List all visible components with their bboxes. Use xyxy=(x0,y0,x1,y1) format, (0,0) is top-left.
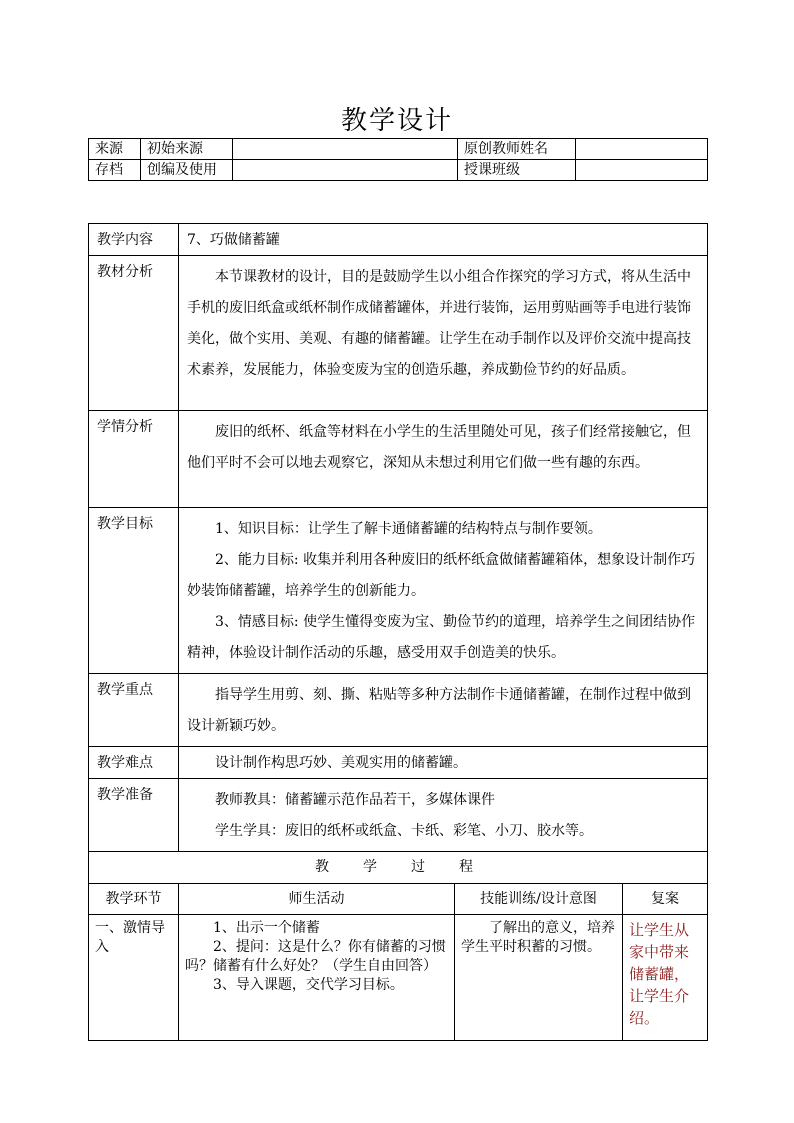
students-text: 废旧的纸杯、纸盒等材料在小学生的生活里随处可见，孩子们经常接触它，但他们平时不会可以地去观察它，深知从未想过利用它们做一些有趣的东西。 xyxy=(187,424,691,471)
page-title: 教学设计 xyxy=(340,106,453,136)
goals-cell xyxy=(179,508,708,674)
material-text: 本节课教材的设计，目的是鼓励学生以小组合作探究的学习方式，将从生活中手机的废旧纸盒或纸杯制作成储蓄罐体，并进行装饰，运用剪贴画等手电进行装饰美化，做个实用、美观、有趣的储蓄罐。让学生在动手制作以及评价交流中提高技术素养，发展能力，体验变废为宝的创造乐趣，养成勤俭节约的好品质。 xyxy=(187,269,691,378)
activity-item: 1、出示一个储蓄 xyxy=(213,920,320,936)
prep-item: 学生学具：废旧的纸杯或纸盒、卡纸、彩笔、小刀、胶水等。 xyxy=(215,823,593,839)
material-label: 教材分析 xyxy=(89,256,179,411)
process-heading: 教学过程 xyxy=(89,852,708,884)
prep-item: 教师教具：储蓄罐示范作品若干，多媒体课件 xyxy=(215,792,495,808)
revision-cell: 让学生从家中带来储蓄罐，让学生介绍。 xyxy=(623,915,708,1041)
difficulty-label: 教学难点 xyxy=(89,747,179,779)
difficulty-text: 设计制作构思巧妙、美观实用的储蓄罐。 xyxy=(215,755,467,771)
table-row xyxy=(89,915,708,1041)
column-header: 复案 xyxy=(623,884,708,915)
activity-item: 3、导入课题，交代学习目标。 xyxy=(213,977,404,993)
lesson-plan-table xyxy=(88,223,708,1041)
material-cell xyxy=(179,256,708,411)
blank-cell xyxy=(233,160,458,181)
blank-cell xyxy=(233,139,458,160)
column-header: 技能训练/设计意图 xyxy=(455,884,623,915)
key-text: 指导学生用剪、刻、撕、粘贴等多种方法制作卡通储蓄罐，在制作过程中做到设计新颖巧妙。 xyxy=(187,687,691,734)
header-table xyxy=(88,138,708,181)
source-label: 来源 xyxy=(89,139,141,160)
source-value: 初始来源 xyxy=(141,139,233,160)
prep-label: 教学准备 xyxy=(89,779,179,852)
intent-cell xyxy=(455,915,623,1041)
archive-value: 创编及使用 xyxy=(141,160,233,181)
activity-item: 2、提问：这是什么？你有储蓄的习惯吗？储蓄有什么好处？（学生自由回答） xyxy=(185,939,446,974)
class-value xyxy=(576,160,708,181)
intent-text: 了解出的意义，培养学生平时积蓄的习惯。 xyxy=(461,920,615,955)
key-label: 教学重点 xyxy=(89,674,179,747)
goal-item: 1、知识目标：让学生了解卡通储蓄罐的结构特点与制作要领。 xyxy=(215,521,602,537)
students-cell xyxy=(179,411,708,508)
content-label: 教学内容 xyxy=(89,224,179,256)
stage-cell: 一、激情导入 xyxy=(89,915,179,1041)
column-header: 师生活动 xyxy=(179,884,455,915)
original-teacher-value xyxy=(576,139,708,160)
prep-cell xyxy=(179,779,708,852)
students-label: 学情分析 xyxy=(89,411,179,508)
column-header: 教学环节 xyxy=(89,884,179,915)
key-cell xyxy=(179,674,708,747)
difficulty-cell xyxy=(179,747,708,779)
archive-label: 存档 xyxy=(89,160,141,181)
activities-cell xyxy=(179,915,455,1041)
goal-item: 2、能力目标: 收集并利用各种废旧的纸杯纸盒做储蓄罐箱体，想象设计制作巧妙装饰储蓄罐，培养学生的创新能力。 xyxy=(187,552,696,599)
content-text: 7、巧做储蓄罐 xyxy=(179,224,708,256)
goal-item: 3、情感目标: 使学生懂得变废为宝、勤俭节约的道理，培养学生之间团结协作精神，体验设计制作活动的乐趣，感受用双手创造美的快乐。 xyxy=(187,614,696,661)
goals-label: 教学目标 xyxy=(89,508,179,674)
class-label: 授课班级 xyxy=(458,160,576,181)
original-teacher-label: 原创教师姓名 xyxy=(458,139,576,160)
